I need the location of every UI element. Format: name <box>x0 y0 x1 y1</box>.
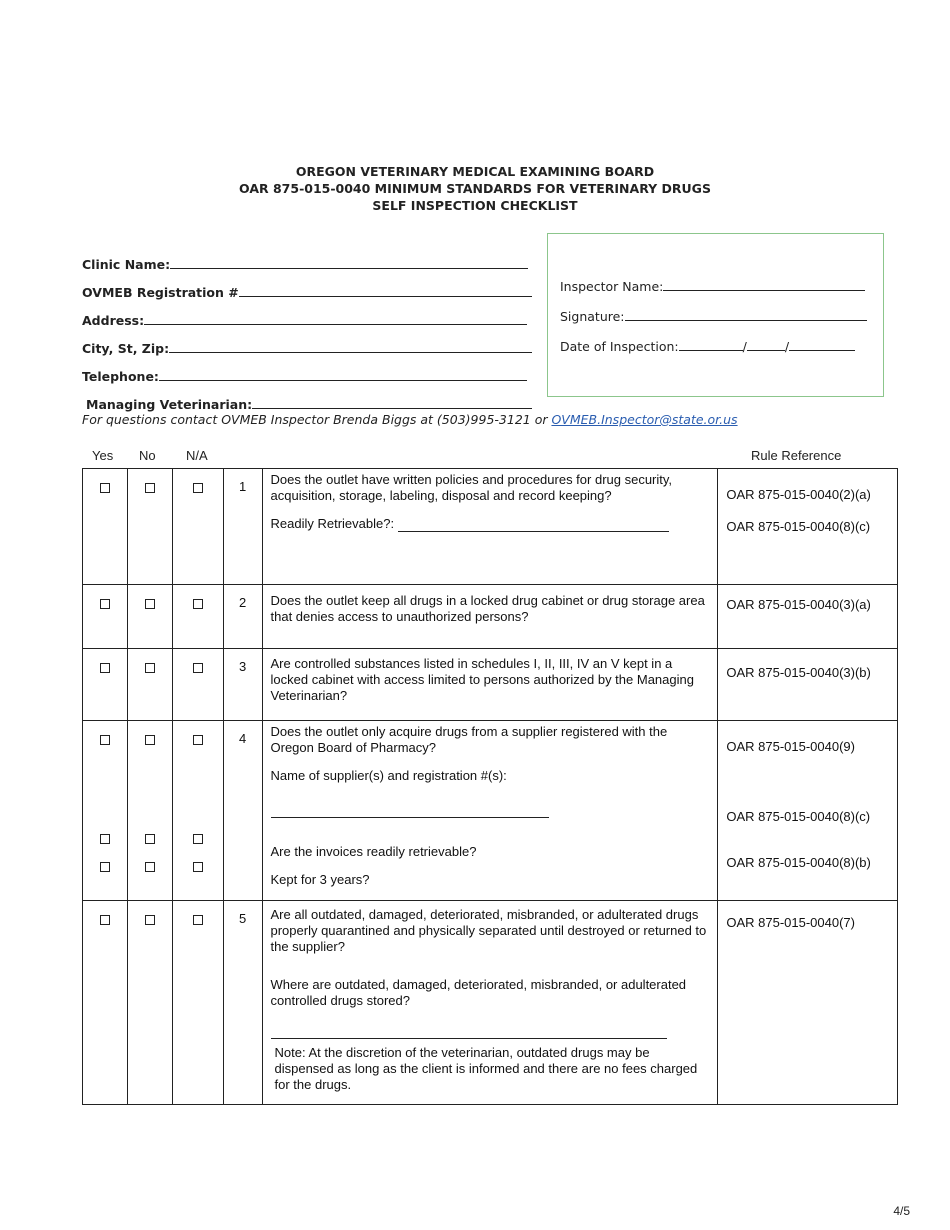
checklist-row-5 <box>83 901 898 1105</box>
question-cell <box>262 585 718 649</box>
clinic-name-field[interactable] <box>170 256 528 269</box>
invoices-na-checkbox[interactable] <box>193 834 203 844</box>
inspector-info-box <box>547 233 884 397</box>
readily-retrievable-label: Readily Retrievable?: <box>270 516 395 531</box>
column-header-rule-reference: Rule Reference <box>751 448 842 463</box>
document-header <box>0 163 950 214</box>
clinic-name-row <box>82 244 532 272</box>
item-number: 2 <box>223 585 262 649</box>
question-cell <box>262 469 718 585</box>
page-number: 4/5 <box>893 1204 910 1218</box>
no-checkbox[interactable] <box>145 483 155 493</box>
rule-reference: OAR 875-015-0040(3)(b) <box>726 665 871 680</box>
no-cell <box>127 721 172 901</box>
rule-reference-cell <box>718 649 898 721</box>
kept-3-years-question: Kept for 3 years? <box>270 872 370 887</box>
managing-vet-row <box>82 384 532 412</box>
yes-checkbox[interactable] <box>100 915 110 925</box>
column-header-no: No <box>139 448 156 463</box>
checklist-table <box>82 468 898 1105</box>
yes-checkbox[interactable] <box>100 663 110 673</box>
na-cell <box>172 721 223 901</box>
na-checkbox[interactable] <box>193 915 203 925</box>
yes-cell <box>83 585 128 649</box>
registration-row <box>82 272 532 300</box>
city-row <box>82 328 532 356</box>
telephone-row <box>82 356 532 384</box>
signature-label: Signature: <box>560 309 625 324</box>
question-cell <box>262 649 718 721</box>
na-checkbox[interactable] <box>193 483 203 493</box>
contact-line <box>82 412 738 427</box>
invoices-no-checkbox[interactable] <box>145 834 155 844</box>
registration-field[interactable] <box>239 284 532 297</box>
na-cell <box>172 649 223 721</box>
readily-retrievable-field[interactable] <box>398 519 669 532</box>
item-number: 1 <box>223 469 262 585</box>
no-checkbox[interactable] <box>145 663 155 673</box>
outdated-drugs-note: Note: At the discretion of the veterinarian, outdated drugs may be dispensed as long as the client is informed and there are no fees charged for the drugs. <box>274 1045 698 1092</box>
question-text: Are controlled substances listed in schedules I, II, III, IV an V kept in a locked cabinet with access limited to persons authorized by the Managing Veterinarian? <box>270 656 694 703</box>
question-text: Does the outlet have written policies and procedures for drug security, acquisition, storage, labeling, disposal and record keeping? <box>270 472 673 503</box>
question-text: Does the outlet only acquire drugs from a supplier registered with the Oregon Board of Pharmacy? <box>270 724 668 755</box>
supplier-label: Name of supplier(s) and registration #(s): <box>270 768 507 783</box>
inspection-date-label: Date of Inspection: <box>560 339 679 354</box>
na-checkbox[interactable] <box>193 663 203 673</box>
question-cell <box>262 721 718 901</box>
inspector-name-row <box>560 264 883 294</box>
rule-reference-cell <box>718 901 898 1105</box>
kept-3-years-na-checkbox[interactable] <box>193 862 203 872</box>
kept-3-years-no-checkbox[interactable] <box>145 862 155 872</box>
rule-reference: OAR 875-015-0040(8)(c) <box>726 809 871 824</box>
invoices-question: Are the invoices readily retrievable? <box>270 844 477 859</box>
rule-reference: OAR 875-015-0040(8)(c) <box>726 519 871 534</box>
header-rule-title: OAR 875-015-0040 MINIMUM STANDARDS FOR VETERINARY DRUGS <box>239 181 711 196</box>
yes-cell <box>83 721 128 901</box>
address-row <box>82 300 532 328</box>
no-cell <box>127 469 172 585</box>
na-checkbox[interactable] <box>193 599 203 609</box>
question-cell <box>262 901 718 1105</box>
column-header-na: N/A <box>186 448 208 463</box>
address-field[interactable] <box>144 312 527 325</box>
inspector-name-field[interactable] <box>663 278 865 291</box>
yes-checkbox[interactable] <box>100 599 110 609</box>
na-cell <box>172 901 223 1105</box>
rule-reference: OAR 875-015-0040(2)(a) <box>726 487 871 502</box>
inspection-date-row <box>560 324 883 354</box>
checklist-row-4 <box>83 721 898 901</box>
kept-3-years-yes-checkbox[interactable] <box>100 862 110 872</box>
inspector-name-label: Inspector Name: <box>560 279 664 294</box>
no-checkbox[interactable] <box>145 915 155 925</box>
registration-label: OVMEB Registration # <box>82 285 239 300</box>
inspection-month-field[interactable] <box>679 338 743 351</box>
clinic-info-section <box>82 244 532 412</box>
clinic-name-label: Clinic Name: <box>82 257 171 272</box>
yes-cell <box>83 649 128 721</box>
rule-reference: OAR 875-015-0040(3)(a) <box>726 597 871 612</box>
checklist-row-3 <box>83 649 898 721</box>
date-slash-2: / <box>784 339 790 354</box>
no-checkbox[interactable] <box>145 735 155 745</box>
rule-reference-cell <box>718 721 898 901</box>
checklist-row-1 <box>83 469 898 585</box>
checklist-row-2 <box>83 585 898 649</box>
city-label: City, St, Zip: <box>82 341 170 356</box>
signature-field[interactable] <box>625 308 867 321</box>
rule-reference: OAR 875-015-0040(8)(b) <box>726 855 871 870</box>
na-checkbox[interactable] <box>193 735 203 745</box>
yes-checkbox[interactable] <box>100 735 110 745</box>
signature-row <box>560 294 883 324</box>
city-field[interactable] <box>169 340 532 353</box>
na-cell <box>172 585 223 649</box>
invoices-yes-checkbox[interactable] <box>100 834 110 844</box>
item-number: 4 <box>223 721 262 901</box>
question-text: Does the outlet keep all drugs in a locked drug cabinet or drug storage area that denies access to unauthorized persons? <box>270 593 705 624</box>
inspection-day-field[interactable] <box>747 338 785 351</box>
item-number: 3 <box>223 649 262 721</box>
no-cell <box>127 585 172 649</box>
na-cell <box>172 469 223 585</box>
yes-cell <box>83 901 128 1105</box>
address-label: Address: <box>82 313 145 328</box>
rule-reference: OAR 875-015-0040(7) <box>726 915 855 930</box>
supplier-field[interactable] <box>271 805 549 818</box>
no-cell <box>127 901 172 1105</box>
storage-location-field[interactable] <box>271 1026 667 1039</box>
column-header-yes: Yes <box>92 448 114 463</box>
header-checklist-title: SELF INSPECTION CHECKLIST <box>372 198 578 213</box>
yes-checkbox[interactable] <box>100 483 110 493</box>
managing-vet-label: Managing Veterinarian: <box>86 397 253 412</box>
storage-question: Where are outdated, damaged, deteriorated, misbranded, or adulterated controlled drugs stored? <box>270 977 687 1008</box>
rule-reference-cell <box>718 469 898 585</box>
item-number: 5 <box>223 901 262 1105</box>
telephone-field[interactable] <box>159 368 527 381</box>
yes-cell <box>83 469 128 585</box>
date-slash-1: / <box>742 339 747 354</box>
inspection-year-field[interactable] <box>789 338 855 351</box>
no-cell <box>127 649 172 721</box>
inspector-email-link[interactable]: OVMEB.Inspector@state.or.us <box>551 412 738 427</box>
managing-vet-field[interactable] <box>252 396 532 409</box>
question-text: Are all outdated, damaged, deteriorated, misbranded, or adulterated drugs properly quarantined and physically separated until destroyed or returned to the supplier? <box>270 907 707 954</box>
rule-reference: OAR 875-015-0040(9) <box>726 739 855 754</box>
rule-reference-cell <box>718 585 898 649</box>
no-checkbox[interactable] <box>145 599 155 609</box>
telephone-label: Telephone: <box>82 369 159 384</box>
contact-text: For questions contact OVMEB Inspector Brenda Biggs at (503)995-3121 or <box>82 412 552 427</box>
header-board-name: OREGON VETERINARY MEDICAL EXAMINING BOARD <box>295 164 655 179</box>
